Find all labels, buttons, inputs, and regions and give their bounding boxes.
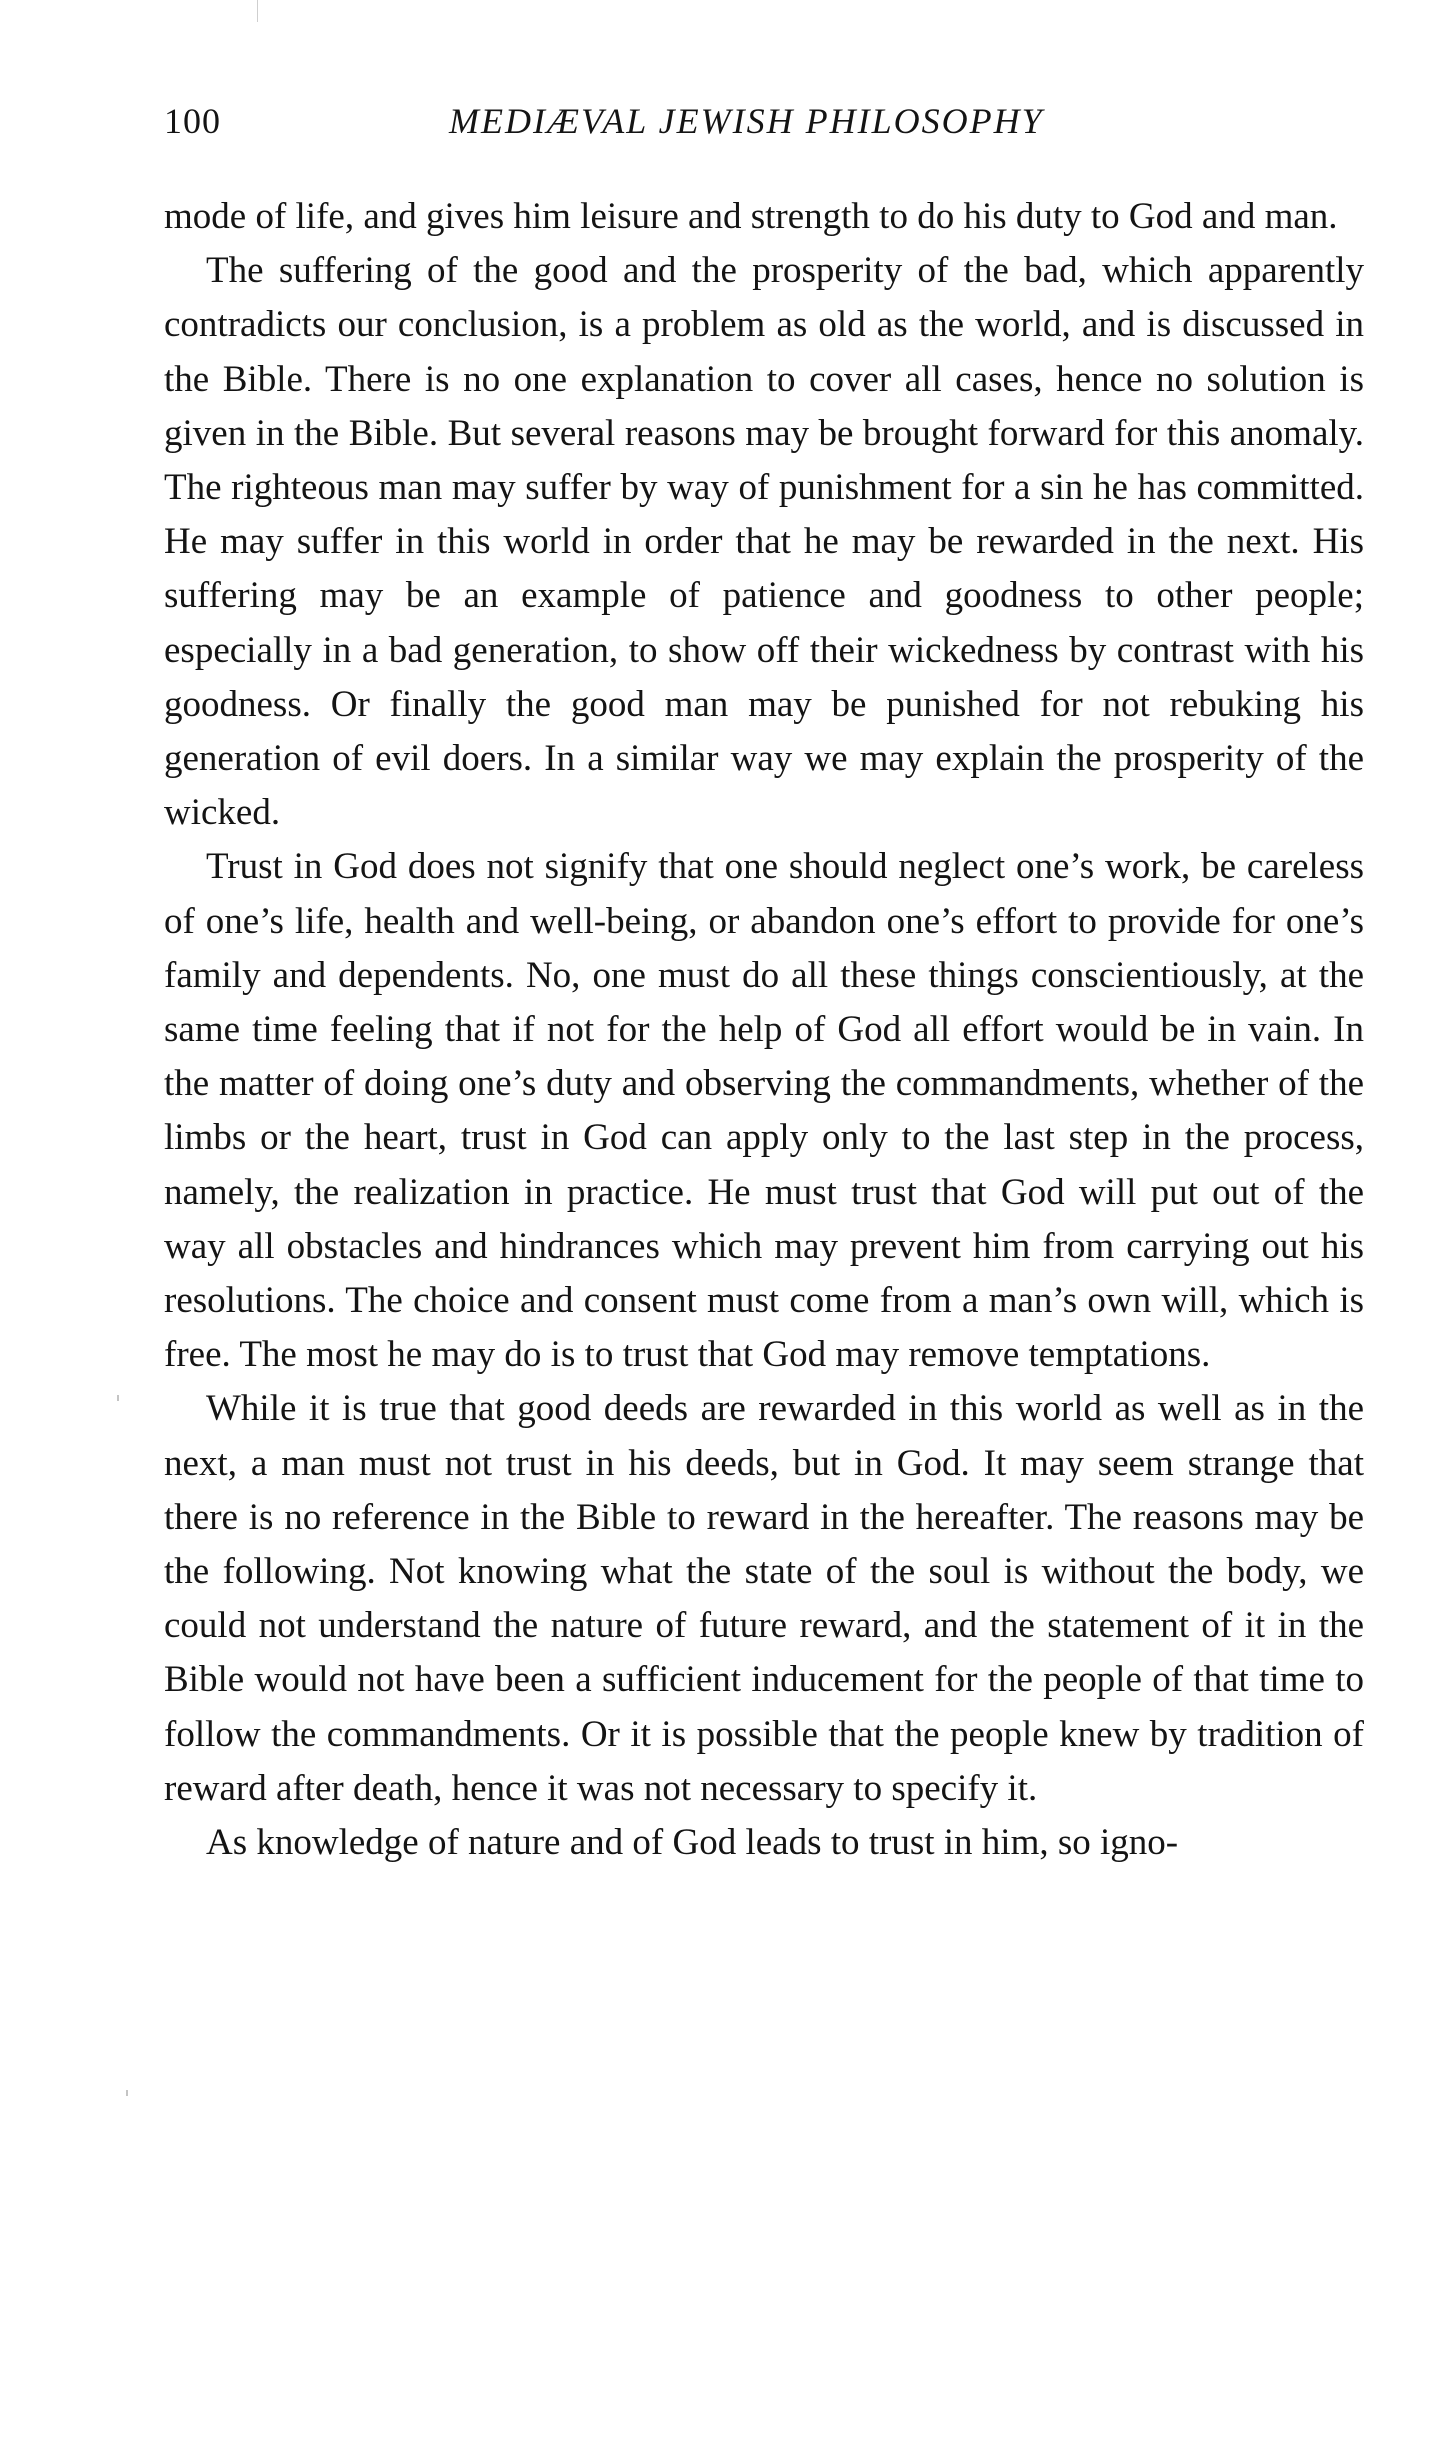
scan-mark-margin [126,2090,128,2096]
running-head [164,100,1364,150]
paragraph: While it is true that good deeds are rewarded in this world as well as in the next, a man must not trust in his deeds, but in God. It may seem strange that there is no reference in the Bible to reward in the hereafter. The reasons may be the following. Not knowing what the state of the soul is without the body, we could not understand the nature of future reward, and the statement of it in the Bible would not have been a sufficient inducement for the people of that time to follow the commandments. Or it is possible that the people knew by tradition of reward after death, hence it was not necessary to specify it. [164,1388,1364,1809]
scan-mark-top [257,0,258,22]
paragraph: Trust in God does not signify that one should neglect one’s work, be careless of one’s life, health and well-being, or abandon one’s effort to provide for one’s family and dependents. No, one must do all these things conscientiously, at the same time feeling that if not for the help of God all effort would be in vain. In the matter of doing one’s duty and observing the commandments, whether of the limbs or the heart, trust in God can apply only to the last step in the process, namely, the realization in practice. He must trust that God will put out of the way all obstacles and hindrances which may prevent him from carrying out his resolutions. The choice and consent must come from a man’s own will, which is free. The most he may do is to trust that God may remove temptations. [164,846,1364,1376]
paragraph: mode of life, and gives him leisure and strength to do his duty to God and man. [164,196,1338,237]
paragraph: The suffering of the good and the prosperity of the bad, which apparently contradicts our conclusion, is a problem as old as the world, and is discussed in the Bible. There is no one explanation to cover all cases, hence no solution is given in the Bible. But several reasons may be brought forward for this anomaly. The righteous man may suffer by way of punishment for a sin he has committed. He may suffer in this world in order that he may be rewarded in the next. His suffering may be an example of patience and goodness to other people; especially in a bad generation, to show off their wickedness by contrast with his goodness. Or finally the good man may be punished for not rebuking his generation of evil doers. In a similar way we may explain the prosperity of the wicked. [164,250,1364,834]
page-number: 100 [164,101,221,141]
running-title: MEDIÆVAL JEWISH PHILOSOPHY [449,101,1044,141]
paragraph: As knowledge of nature and of God leads to trust in him, so igno- [206,1822,1179,1864]
scan-mark-margin [117,1395,119,1401]
body-text [164,190,1364,1870]
